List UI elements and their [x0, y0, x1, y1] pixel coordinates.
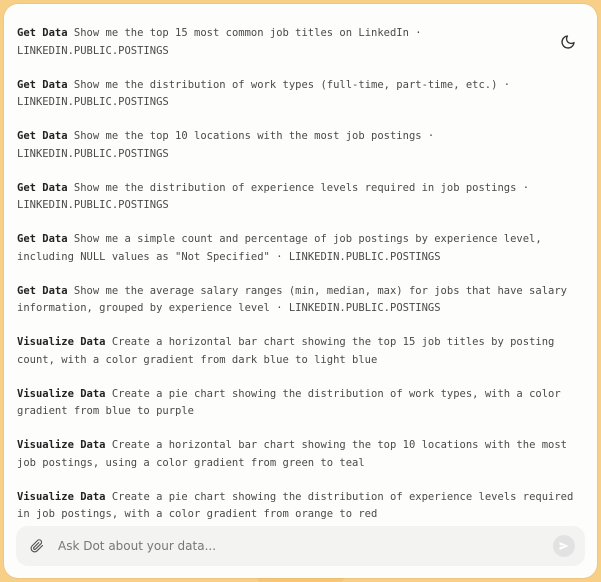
entry-kind: Visualize Data — [17, 336, 106, 348]
entry-text: Create a horizontal bar chart showing the top 15 job titles by posting count, with a color gradient from dark blue to light blue — [17, 336, 555, 366]
entry-kind: Visualize Data — [17, 387, 106, 400]
entry-source: LINKEDIN.PUBLIC.POSTINGS — [17, 147, 169, 160]
entry-text: Show me the distribution of experience levels required in job postings — [73, 181, 517, 194]
entry-text: Create a pie chart showing the distribution of work types, with a color gradient from blue to purple — [17, 387, 561, 417]
log-entry[interactable] — [17, 334, 577, 369]
entry-source: LINKEDIN.PUBLIC.POSTINGS — [288, 250, 441, 263]
entry-source: LINKEDIN.PUBLIC.POSTINGS — [17, 96, 169, 108]
entry-source: LINKEDIN.PUBLIC.POSTINGS — [17, 44, 169, 57]
log-entry[interactable] — [17, 386, 577, 421]
entry-source: LINKEDIN.PUBLIC.POSTINGS — [288, 302, 441, 314]
entry-kind: Get Data — [17, 130, 68, 142]
entry-separator: · — [503, 78, 511, 91]
entry-kind: Get Data — [17, 27, 68, 39]
entry-text: Show me the average salary ranges (min, median, max) for jobs that have salary information, grouped by experience level — [17, 284, 567, 314]
entry-kind: Get Data — [17, 233, 68, 245]
log-entry[interactable] — [17, 437, 577, 472]
entry-text: Create a pie chart showing the distribution of experience levels required in job postings, with a color gradient from orange to red — [17, 490, 574, 520]
entry-separator: · — [415, 27, 422, 39]
entry-kind: Get Data — [17, 78, 68, 91]
entry-text: Show me the top 10 locations with the most job postings — [73, 130, 422, 142]
entry-source: LINKEDIN.PUBLIC.POSTINGS — [17, 199, 169, 211]
entry-text: Show me the top 15 most common job titles on LinkedIn — [73, 27, 409, 39]
paperclip-icon[interactable] — [30, 538, 46, 554]
chat-input[interactable] — [56, 538, 553, 554]
log-entry[interactable] — [17, 180, 577, 215]
log-entry[interactable] — [17, 25, 577, 60]
log-entry[interactable] — [17, 231, 577, 266]
log-entry[interactable] — [17, 77, 577, 112]
entry-separator: · — [427, 130, 435, 142]
query-log — [17, 25, 577, 540]
entry-text: Show me a simple count and percentage of job postings by experience level, including NULL values as "Not Specified" — [17, 233, 542, 263]
send-icon — [558, 540, 570, 552]
log-entry[interactable] — [17, 128, 577, 163]
entry-separator: · — [276, 250, 283, 263]
entry-kind: Get Data — [17, 284, 68, 297]
send-button[interactable] — [553, 535, 575, 557]
entry-text: Show me the distribution of work types (full-time, part-time, etc.) — [73, 78, 498, 91]
entry-kind: Get Data — [17, 181, 68, 194]
entry-text: Create a horizontal bar chart showing the top 10 locations with the most job postings, using a color gradient from green to teal — [17, 439, 567, 469]
entry-separator: · — [276, 302, 283, 314]
log-entry[interactable] — [17, 489, 577, 524]
log-entry[interactable] — [17, 283, 577, 318]
chat-bar — [16, 526, 585, 566]
entry-kind: Visualize Data — [17, 490, 106, 503]
entry-kind: Visualize Data — [17, 439, 106, 451]
chat-panel — [4, 4, 597, 578]
entry-separator: · — [522, 181, 530, 194]
